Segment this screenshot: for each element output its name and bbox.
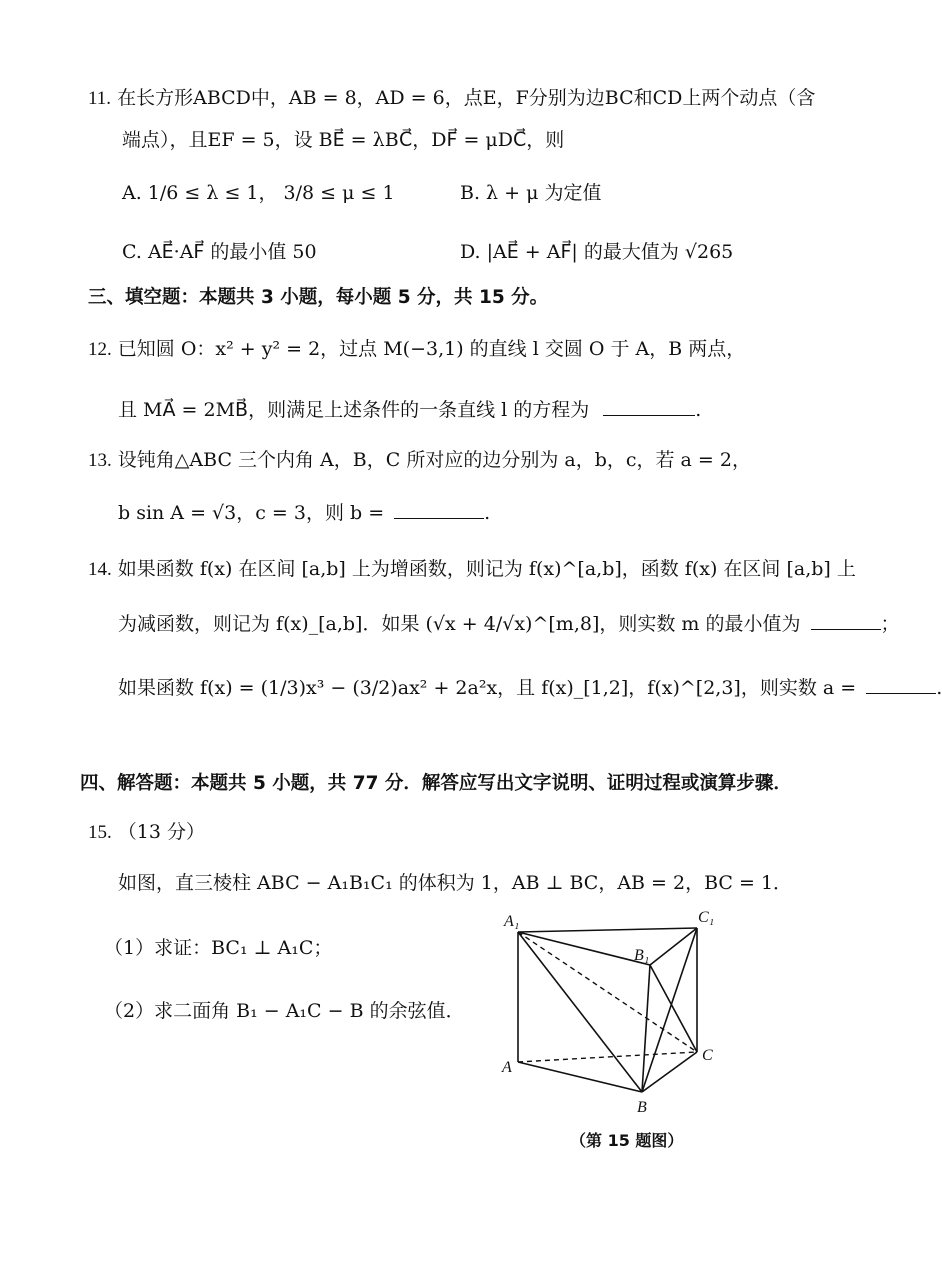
q12-line2: [118, 397, 701, 423]
prism-figure: [490, 900, 730, 1120]
q13-number: 13.: [88, 450, 112, 471]
q15-number: 15.: [88, 822, 112, 843]
label-c: C: [702, 1047, 713, 1064]
figure-caption: （第 15 题图）: [570, 1131, 684, 1150]
edge-a-b: [518, 1062, 642, 1092]
diagonal-b-c1: [642, 928, 697, 1092]
q12-stem-line1: 已知圆 O：x² + y² = 2，过点 M(−3,1) 的直线 l 交圆 O 于 A，B 两点，: [117, 338, 746, 360]
q14-line3-end: .: [936, 677, 942, 699]
section-3-heading: 三、填空题：本题共 3 小题，每小题 5 分，共 15 分。: [88, 287, 549, 308]
q12-number: 12.: [88, 339, 112, 360]
edge-a1-c1: [518, 928, 697, 932]
q15-part1: （1）求证：BC₁ ⊥ A₁C；: [104, 937, 333, 959]
q13-line2: [118, 500, 490, 526]
q15-stem: 如图，直三棱柱 ABC − A₁B₁C₁ 的体积为 1，AB ⊥ BC，AB = 2，BC = 1．: [118, 872, 793, 894]
q14-answer-blank-1[interactable]: [811, 611, 881, 630]
q12-stem-line2: 且 MA⃗ = 2MB⃗，则满足上述条件的一条直线 l 的方程为: [118, 399, 590, 421]
q11-option-c: C. AE⃗·AF⃗ 的最小值 50: [122, 241, 317, 263]
q13-end: .: [484, 502, 491, 524]
edge-a1-b1: [518, 932, 650, 965]
edge-b-c: [642, 1052, 697, 1092]
label-b1: B₁: [634, 947, 650, 964]
q14-number: 14.: [88, 559, 112, 580]
q14-line3: [118, 675, 942, 701]
q12-answer-blank[interactable]: [603, 397, 695, 416]
q11-option-d: D. |AE⃗ + AF⃗| 的最大值为 √265: [460, 241, 734, 263]
diagonal-a1-b: [518, 932, 642, 1092]
label-a1: A₁: [504, 913, 520, 930]
q11-stem-line1: 在长方形ABCD中，AB = 8，AD = 6，点E，F分别为边BC和CD上两个动点（含: [117, 87, 816, 109]
q13-line1: [88, 447, 751, 474]
q13-answer-blank[interactable]: [394, 500, 484, 519]
q14-line2-end: ；: [880, 613, 900, 635]
edge-a-c-hidden: [518, 1052, 697, 1062]
q14-stem-line3: 如果函数 f(x) = (1/3)x³ − (3/2)ax² + 2a²x，且 f(x)_[1,2]，f(x)^[2,3]，则实数 a =: [118, 677, 857, 699]
q11-line2: 端点），且EF = 5，设 BE⃗ = λBC⃗，DF⃗ = μDC⃗，则: [122, 129, 565, 151]
section-4-heading: 四、解答题：本题共 5 小题，共 77 分．解答应写出文字说明、证明过程或演算步骤．: [80, 773, 792, 794]
q14-stem-line1: 如果函数 f(x) 在区间 [a,b] 上为增函数，则记为 f(x)^[a,b]，函数 f(x) 在区间 [a,b] 上: [117, 558, 856, 580]
diagonal-b1-c: [650, 965, 697, 1052]
edge-b1-c1: [650, 928, 697, 965]
q14-stem-line2: 为减函数，则记为 f(x)_[a,b]．如果 (√x + 4/√x)^[m,8]，则实数 m 的最小值为: [118, 613, 801, 635]
q11-option-b: B. λ + μ 为定值: [460, 182, 602, 204]
q14-line1: [88, 556, 856, 583]
q13-stem-line2: b sin A = √3，c = 3，则 b =: [118, 502, 385, 524]
label-a: A: [502, 1059, 512, 1076]
label-c1: C₁: [698, 909, 715, 926]
q11-number: 11.: [88, 88, 112, 109]
q15-part2: （2）求二面角 B₁ − A₁C − B 的余弦值．: [104, 1000, 465, 1022]
q15-score: （13 分）: [117, 821, 206, 843]
q14-line2: [118, 611, 900, 637]
q11-option-a: A. 1/6 ≤ λ ≤ 1， 3/8 ≤ μ ≤ 1: [122, 182, 395, 204]
q15-header: [88, 819, 205, 846]
q12-line1: [88, 336, 745, 363]
q12-end: .: [695, 399, 702, 421]
q11-line1: [88, 85, 815, 112]
label-b: B: [637, 1099, 647, 1116]
q14-answer-blank-2[interactable]: [866, 675, 936, 694]
q13-stem-line1: 设钝角△ABC 三个内角 A，B，C 所对应的边分别为 a，b，c，若 a = 2，: [117, 449, 751, 471]
